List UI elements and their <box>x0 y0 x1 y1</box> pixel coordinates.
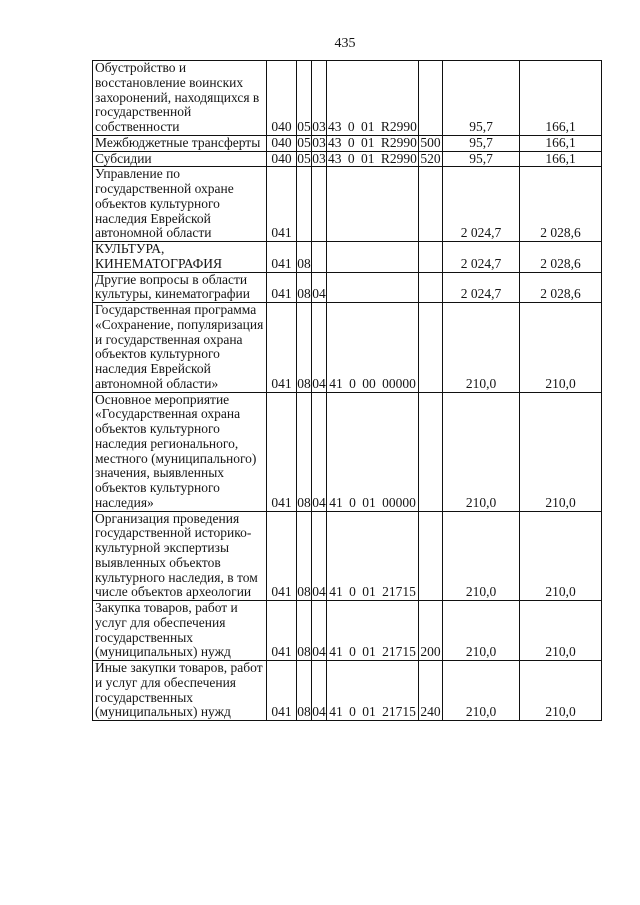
item-name-cell <box>93 61 267 136</box>
item-name-line: объектов культурного <box>95 346 220 362</box>
subsection-code-cell: 04 <box>312 601 327 661</box>
item-name-line: культуры, кинематографии <box>95 286 250 302</box>
item-name-line: государственных <box>95 629 194 645</box>
ministry-code-cell: 041 <box>267 242 297 273</box>
item-name-line: Организация проведения <box>95 510 240 526</box>
expense-type-cell: 240 <box>419 661 443 721</box>
ministry-code-cell: 040 <box>267 151 297 167</box>
item-name-line: объектов культурного <box>95 195 220 211</box>
item-name-cell <box>93 661 267 721</box>
table-row <box>93 167 602 242</box>
section-code-cell: 05 <box>297 134 311 150</box>
item-name-line: местного (муниципального) <box>95 450 257 466</box>
item-name-line: автономной области» <box>95 375 219 391</box>
item-name-line: Другие вопросы в области <box>95 271 248 287</box>
target-article-cell: 41 0 01 00000 <box>327 392 419 511</box>
section-code-cell: 05 <box>297 61 312 136</box>
item-name-line: Закупка товаров, работ и <box>95 600 238 615</box>
ministry-code-cell: 040 <box>267 135 297 151</box>
subsection-code-cell: 04 <box>312 511 327 601</box>
item-name-line: числе объектов археологии <box>95 584 252 600</box>
expense-type-cell <box>419 167 443 242</box>
item-name-line: наследия Еврейской <box>95 210 211 226</box>
table-row <box>93 61 602 136</box>
item-name-line: Основное мероприятие <box>95 391 230 407</box>
item-name-line: Иные закупки товаров, работ <box>95 660 263 675</box>
expense-type-cell <box>419 272 443 303</box>
section-code-cell: 08 <box>297 511 312 601</box>
amount-2-cell: 210,0 <box>520 601 602 661</box>
subsection-code-cell <box>312 242 327 273</box>
item-name-line: КИНЕМАТОГРАФИЯ <box>95 255 223 271</box>
item-name-cell <box>93 135 267 151</box>
item-name-line: захоронений, находящихся в <box>95 89 260 105</box>
target-article-cell: 43 0 01 R2990 <box>328 134 417 150</box>
expense-type-cell <box>419 392 443 511</box>
table-row <box>93 272 602 303</box>
amount-1-cell: 95,7 <box>443 61 520 136</box>
item-name-cell <box>93 601 267 661</box>
item-name-cell <box>93 167 267 242</box>
item-name-line: услуг для обеспечения <box>95 614 226 630</box>
item-name-line: и услуг для обеспечения <box>95 674 237 690</box>
item-name-line: автономной области <box>95 225 212 241</box>
amount-1-cell: 210,0 <box>443 511 520 601</box>
section-code-cell: 08 <box>297 303 312 393</box>
item-name-line: государственных <box>95 689 194 705</box>
expense-type-cell: 520 <box>420 150 441 166</box>
item-name-line: культурного наследия, в том <box>95 569 258 585</box>
amount-2-cell: 166,1 <box>520 151 602 167</box>
item-name-line: наследия регионального, <box>95 435 239 451</box>
subsection-code-cell: 03 <box>312 134 326 150</box>
item-name-line: значения, выявленных <box>95 465 225 481</box>
target-article-cell: 41 0 01 21715 <box>327 601 419 661</box>
item-name-line: «Сохранение, популяризация <box>95 316 264 332</box>
table-row <box>93 303 602 393</box>
target-article-cell <box>327 167 419 242</box>
target-article-cell: 41 0 01 21715 <box>327 661 419 721</box>
amount-2-cell: 2 028,6 <box>520 272 602 303</box>
ministry-code-cell: 041 <box>267 272 297 303</box>
subsection-code-cell: 04 <box>312 392 327 511</box>
ministry-code-cell: 040 <box>267 61 297 136</box>
budget-table <box>92 60 602 721</box>
item-name-line: КУЛЬТУРА, <box>95 241 165 256</box>
item-name-line: Межбюджетные трансферты <box>95 134 261 150</box>
amount-1-cell: 2 024,7 <box>443 167 520 242</box>
amount-1-cell: 95,7 <box>443 135 520 151</box>
subsection-code-cell: 03 <box>312 61 327 136</box>
subsection-code-cell: 03 <box>312 150 326 166</box>
subsection-code-cell <box>312 167 327 242</box>
amount-1-cell: 210,0 <box>443 303 520 393</box>
item-name-cell <box>93 392 267 511</box>
item-name-line: объектов культурного <box>95 421 220 436</box>
amount-1-cell: 2 024,7 <box>443 272 520 303</box>
item-name-line: наследия Еврейской <box>95 361 211 376</box>
table-row <box>93 151 602 167</box>
item-name-line: государственной историко- <box>95 525 252 541</box>
amount-1-cell: 210,0 <box>443 601 520 661</box>
item-name-line: (муниципальных) нужд <box>95 644 231 660</box>
expense-type-cell <box>419 242 443 273</box>
section-code-cell: 08 <box>297 661 312 721</box>
section-code-cell <box>297 167 312 242</box>
table-row <box>93 135 602 151</box>
item-name-line: Обустройство и <box>95 60 187 75</box>
table-row <box>93 242 602 273</box>
item-name-line: культурной экспертизы <box>95 540 230 555</box>
amount-2-cell: 166,1 <box>520 61 602 136</box>
item-name-line: государственной охране <box>95 181 234 196</box>
section-code-cell: 08 <box>297 392 312 511</box>
subsection-code-cell: 04 <box>312 661 327 721</box>
ministry-code-cell: 041 <box>267 511 297 601</box>
item-name-cell <box>93 303 267 393</box>
item-name-line: Государственная программа <box>95 302 257 317</box>
item-name-line: «Государственная охрана <box>95 406 241 422</box>
item-name-line: Управление по <box>95 166 181 182</box>
ministry-code-cell: 041 <box>267 303 297 393</box>
amount-1-cell: 95,7 <box>443 151 520 167</box>
item-name-line: и государственная охрана <box>95 331 243 347</box>
budget-table-body <box>93 61 602 721</box>
item-name-line: собственности <box>95 119 180 134</box>
table-row <box>93 511 602 601</box>
expense-type-cell: 500 <box>420 134 441 150</box>
item-name-cell <box>93 242 267 273</box>
item-name-line: наследия» <box>95 494 154 510</box>
target-article-cell: 41 0 00 00000 <box>327 303 419 393</box>
item-name-line: восстановление воинских <box>95 74 244 90</box>
item-name-line: объектов культурного <box>95 480 220 495</box>
item-name-line: выявленных объектов <box>95 554 221 570</box>
target-article-cell <box>327 272 419 303</box>
page-number: 435 <box>334 36 356 51</box>
item-name-cell <box>93 511 267 601</box>
amount-2-cell: 210,0 <box>520 303 602 393</box>
section-code-cell: 08 <box>297 601 312 661</box>
ministry-code-cell: 041 <box>267 167 297 242</box>
section-code-cell: 08 <box>297 272 312 303</box>
amount-2-cell: 210,0 <box>520 392 602 511</box>
subsection-code-cell: 04 <box>312 272 327 303</box>
amount-2-cell: 2 028,6 <box>520 167 602 242</box>
target-article-cell: 43 0 01 R2990 <box>328 150 417 166</box>
item-name-cell <box>93 272 267 303</box>
target-article-cell: 41 0 01 21715 <box>327 511 419 601</box>
item-name-line: Субсидии <box>95 150 152 166</box>
ministry-code-cell: 041 <box>267 661 297 721</box>
amount-1-cell: 210,0 <box>443 392 520 511</box>
ministry-code-cell: 041 <box>267 601 297 661</box>
table-row <box>93 601 602 661</box>
section-code-cell: 08 <box>297 242 312 273</box>
expense-type-cell <box>419 61 443 136</box>
table-row <box>93 661 602 721</box>
item-name-line: государственной <box>95 104 192 120</box>
table-row <box>93 392 602 511</box>
expense-type-cell: 200 <box>419 601 443 661</box>
amount-2-cell: 2 028,6 <box>520 242 602 273</box>
expense-type-cell <box>419 303 443 393</box>
amount-2-cell: 210,0 <box>520 661 602 721</box>
item-name-line: (муниципальных) нужд <box>95 704 231 720</box>
ministry-code-cell: 041 <box>267 392 297 511</box>
item-name-cell <box>93 151 267 167</box>
amount-2-cell: 166,1 <box>520 135 602 151</box>
expense-type-cell <box>419 511 443 601</box>
target-article-cell: 43 0 01 R2990 <box>327 61 419 136</box>
target-article-cell <box>327 242 419 273</box>
amount-2-cell: 210,0 <box>520 511 602 601</box>
amount-1-cell: 2 024,7 <box>443 242 520 273</box>
section-code-cell: 05 <box>297 150 311 166</box>
subsection-code-cell: 04 <box>312 303 327 393</box>
amount-1-cell: 210,0 <box>443 661 520 721</box>
